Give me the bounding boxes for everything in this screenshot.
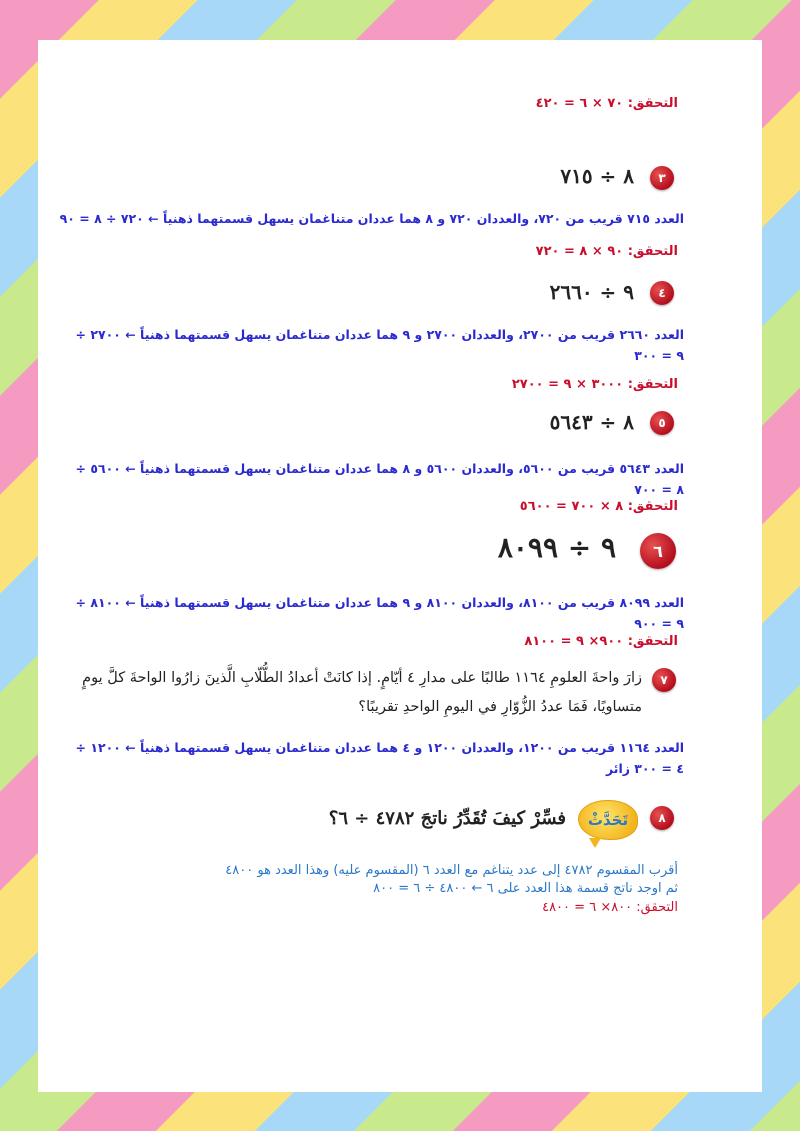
problem-number-badge: ٤ (650, 281, 674, 305)
problem-answer: العدد ٢٦٦٠ قريب من ٢٧٠٠، والعددان ٢٧٠٠ و ٩ هما عددان متناغمان يسهل قسمتهما ذهنياً ← ٢٧٠٠ ÷ ٩ = ٣٠٠ (75, 327, 684, 363)
check-line: التحقق: ٧٠ × ٦ = ٤٢٠ (535, 96, 678, 111)
problem-question: ٨ ÷ ٧١٥ (560, 164, 634, 188)
problem-number-badge: ٥ (650, 411, 674, 435)
check-line: التحقق: ٣٠٠٠ × ٩ = ٢٧٠٠ (511, 377, 678, 392)
problem-question: ٩ ÷ ٨٠٩٩ (497, 531, 616, 564)
explanation-line: ثم اوجد ناتج قسمة هذا العدد على ٦ ← ٤٨٠٠ ÷ ٦ = ٨٠٠ (373, 881, 678, 896)
word-problem-text: زارَ واحةَ العلومِ ١١٦٤ طالبًا على مدارِ ٤ أيّامٍ. إذا كانَتْ أعدادُ الطُّلّابِ الَّذينَ زارُوا الواحةَ كلَّ يومٍ متساويًا، فَمَا عددُ الزُّوّارِ في اليومِ الواحدِ تقريبًا؟ (82, 670, 642, 715)
check-line: التحقق: ٨٠٠× ٦ = ٤٨٠٠ (542, 900, 678, 915)
problem-question: ٩ ÷ ٢٦٦٠ (549, 280, 634, 304)
explanation-line: أقرب المقسوم ٤٧٨٢ إلى عدد يتناغم مع العدد ٦ (المقسوم عليه) وهذا العدد هو ٤٨٠٠ (225, 863, 678, 878)
check-line: التحقق: ٩٠٠× ٩ = ٨١٠٠ (524, 634, 678, 649)
worksheet-page (38, 40, 762, 1092)
problem-number-badge: ٧ (652, 668, 676, 692)
check-line: التحقق: ٨ × ٧٠٠ = ٥٦٠٠ (519, 499, 678, 514)
problem-number-badge: ٨ (650, 806, 674, 830)
problem-number-badge: ٣ (650, 166, 674, 190)
problem-answer: العدد ٧١٥ قريب من ٧٢٠، والعددان ٧٢٠ و ٨ هما عددان متناغمان يسهل قسمتهما ذهنياً ← ٧٢٠ ÷ ٨ = ٩٠ (59, 211, 684, 226)
problem-number-badge: ٦ (640, 533, 676, 569)
problem-answer: العدد ٥٦٤٣ قريب من ٥٦٠٠، والعددان ٥٦٠٠ و ٨ هما عددان متناغمان يسهل قسمتهما ذهنياً ← ٥٦٠٠ ÷ ٨ = ٧٠٠ (75, 461, 684, 497)
problem-answer: العدد ١١٦٤ قريب من ١٢٠٠، والعددان ١٢٠٠ و ٤ هما عددان متناغمان يسهل قسمتهما ذهنياً ← ١٢٠٠ ÷ ٤ = ٣٠٠ زائر (75, 740, 684, 776)
problem-question: ٨ ÷ ٥٦٤٣ (549, 410, 634, 434)
problem-answer: العدد ٨٠٩٩ قريب من ٨١٠٠، والعددان ٨١٠٠ و ٩ هما عددان متناغمان يسهل قسمتهما ذهنياً ← ٨١٠٠ ÷ ٩ = ٩٠٠ (75, 595, 684, 631)
talk-speech-bubble: تَحَدَّثْ (578, 800, 638, 840)
problem-question: فسِّرْ كيفَ تُقَدِّرُ ناتجَ ٤٧٨٢ ÷ ٦؟ (328, 808, 566, 829)
check-line: التحقق: ٩٠ × ٨ = ٧٢٠ (535, 244, 678, 259)
